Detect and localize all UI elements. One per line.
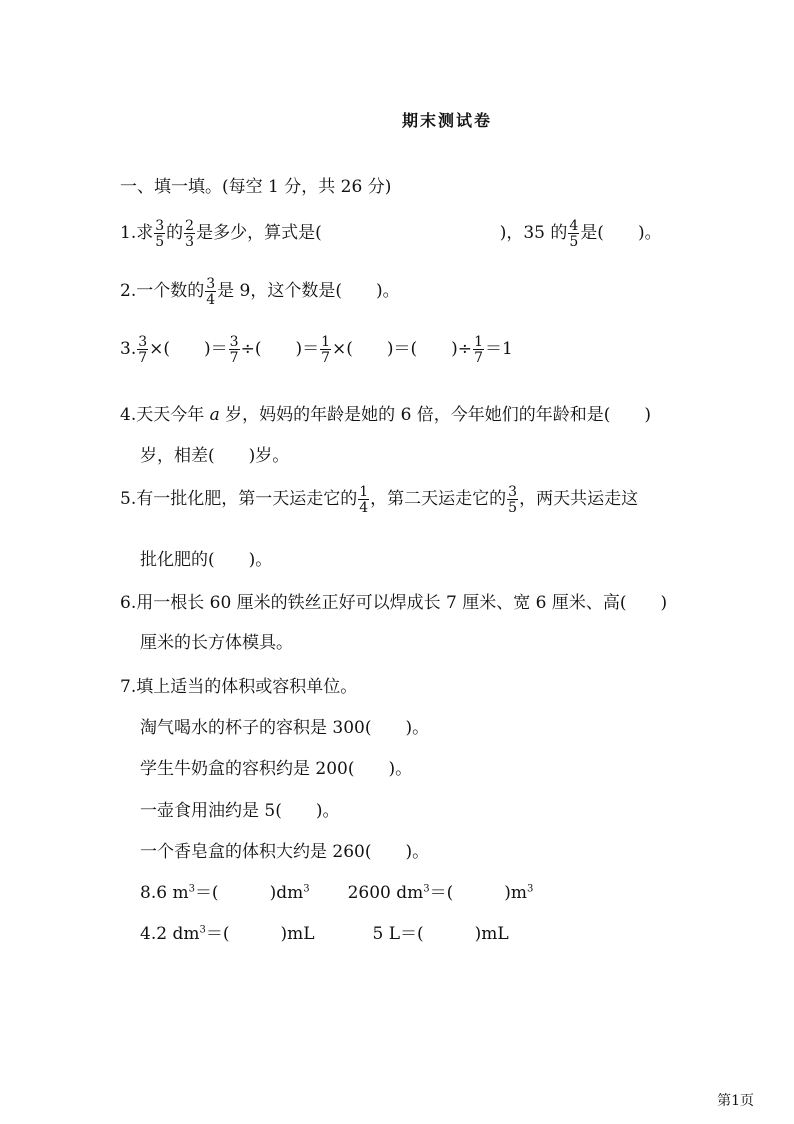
numerator: 1 [474,333,483,350]
fraction [137,335,148,365]
conv-text: ＝( )mL [205,924,315,944]
q1-text: 是( )。 [580,223,662,243]
q2-text: 是 9，这个数是( )。 [217,281,400,301]
page-title: 期末测试卷 [401,111,492,130]
fraction [154,219,165,249]
fraction [568,219,579,249]
conv-text: 4.2 dm [140,924,200,944]
fraction [358,485,369,515]
denominator: 7 [474,349,483,366]
q5-text: ，第二天运走它的 [370,489,507,509]
question-6: 6.用一根长 60 厘米的铁丝正好可以焊成长 7 厘米、宽 6 厘米、高( ) [120,593,668,613]
fraction [320,335,331,365]
q7-item: 学生牛奶盒的容积约是 200( )。 [140,759,413,779]
denominator: 7 [321,349,331,366]
question-4-line2: 岁，相差( )岁。 [140,446,290,466]
q4-text: 岁，妈妈的年龄是她的 6 倍，今年她们的年龄和是( ) [219,405,652,425]
fraction [229,335,240,365]
conv-text: 8.6 m [140,883,189,903]
q3-text: ÷( )＝ [240,339,320,359]
numerator: 2 [185,217,195,234]
numerator: 3 [206,275,216,292]
question-5-line2: 批化肥的( )。 [140,550,273,570]
denominator: 5 [155,233,165,250]
numerator: 1 [359,483,369,500]
q1-text: 的 [166,223,184,243]
q1-text: 是多少，算式是( [196,223,322,243]
question-2 [120,276,400,307]
conv-text: 5 L＝( )mL [372,924,509,944]
page-number: 第1页 [717,1093,754,1109]
superscript: 3 [303,883,310,895]
fraction [184,219,195,249]
q1-prefix: 1.求 [120,223,154,243]
fraction [473,335,484,365]
question-6-line2: 厘米的长方体模具。 [140,633,293,653]
superscript: 3 [423,883,430,895]
q3-prefix: 3. [120,339,137,359]
q3-text: ×( )＝ [149,339,228,359]
conversion-row-2 [140,919,509,944]
conversion-row-1 [140,878,533,903]
variable: a [209,405,220,425]
superscript: 3 [199,924,206,936]
superscript: 3 [188,883,195,895]
question-7: 7.填上适当的体积或容积单位。 [120,677,358,697]
denominator: 3 [185,233,195,250]
fraction [205,277,216,307]
question-5 [120,484,638,515]
fraction [507,485,518,515]
conv-text: 2600 dm [347,883,424,903]
q5-text: ，两天共运走这 [519,489,639,509]
numerator: 1 [321,333,331,350]
section-heading: 一、填一填。(每空 1 分，共 26 分) [120,177,392,197]
numerator: 3 [138,333,148,350]
numerator: 3 [155,217,165,234]
q3-text: ＝1 [484,339,513,359]
question-4 [120,400,651,425]
numerator: 3 [229,333,239,350]
q2-prefix: 2.一个数的 [120,281,205,301]
question-3 [120,334,513,365]
denominator: 7 [229,349,239,366]
numerator: 3 [508,483,518,500]
denominator: 5 [508,499,518,516]
superscript: 3 [527,883,534,895]
q1-text: )，35 的 [499,223,568,243]
q5-text: 5.有一批化肥，第一天运走它的 [120,489,358,509]
denominator: 5 [569,233,579,250]
conv-text: ＝( )dm [194,883,304,903]
denominator: 4 [206,291,216,308]
denominator: 4 [359,499,369,516]
q7-item: 淘气喝水的杯子的容积是 300( )。 [140,718,430,738]
q7-item: 一壶食用油约是 5( )。 [140,801,340,821]
q4-text: 4.天天今年 [120,405,210,425]
numerator: 4 [569,217,579,234]
q7-item: 一个香皂盒的体积大约是 260( )。 [140,842,430,862]
conv-text: ＝( )m [429,883,528,903]
question-1 [120,218,662,249]
denominator: 7 [138,349,148,366]
q3-text: ×( )＝( )÷ [332,339,473,359]
